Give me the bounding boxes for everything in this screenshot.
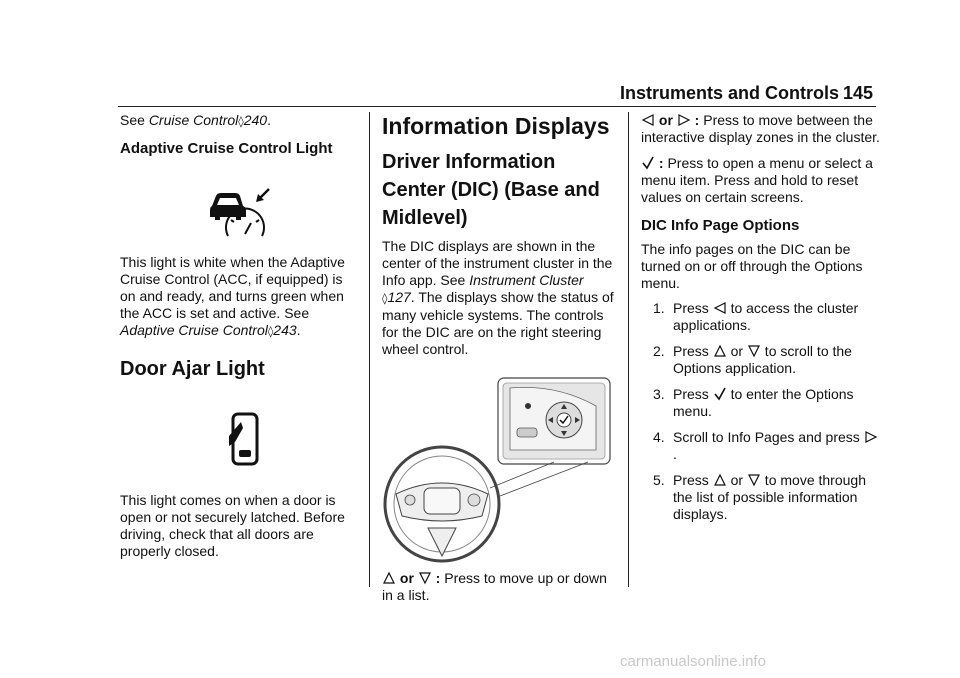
column-divider-right [628,112,629,587]
options-steps [641,300,881,523]
page-number: 145 [843,83,874,103]
column-divider-left [369,112,370,587]
list-item: 1. Press to access the cluster applications. [653,300,859,333]
door-ajar-figure [120,382,358,492]
watermark: carmanualsonline.info [620,653,766,670]
column-2: Information Displays Driver Information Center (DIC) (Base and Midlevel) The DIC displays are shown in the center of the instrument cluster in the Info app. See Instrument Cluster ◊127. The displays show the status of many vehicle systems. The controls for the DIC are on the right steering wheel control. or : Press to move up or down in a list. [382,113,614,603]
checkmark-icon [713,387,727,401]
cruise-control-page-ref[interactable]: 240 [243,112,268,128]
column-3: or : Press to move between the interactive display zones in the cluster. : Press to open a menu or select a menu item. Press and hold to reset values on certain screens. DIC Info Page Options The info pages on the DIC can be turned on or off through the Options menu. 1. Press to access the cluster applications. 2. Press or to scroll to the Options application. 3. Press to enter the Options menu. 4. Scroll to Info Pages and press . 5. Press or to move through the list of possible information displays. [641,112,880,522]
left-arrow-icon [641,113,655,127]
up-arrow-icon [713,344,727,358]
down-arrow-icon [747,344,761,358]
acc-page-ref[interactable]: 243 [273,322,297,338]
steering-wheel-controls-illustration [382,376,614,564]
list-item: 4. Scroll to Info Pages and press . [641,429,881,463]
options-intro: The info pages on the DIC can be turned on or off through the Options menu. [641,241,863,291]
dic-heading: Driver Information Center (DIC) (Base and Midlevel) [382,151,600,229]
column-1: See Cruise Control◊240. Adaptive Cruise Control Light This light is white when the Adaptive Cruise Control (ACC, if equipped) is on and ready, and turns green when the ACC is set and active. See Adaptive Cruise Control◊243. Door Ajar Light This light comes on when a door is open or not securely latched. Before driving, check that all doors are properly closed. [120,112,358,560]
right-arrow-icon [677,113,691,127]
steering-wheel-figure [382,376,614,564]
list-item: 3. Press to enter the Options menu. [653,386,854,419]
section-title: Instruments and Controls [620,83,840,103]
dic-info-page-options-heading: DIC Info Page Options [641,217,800,234]
right-arrow-icon [864,430,878,444]
down-arrow-icon [747,473,761,487]
door-ajar-icon [227,412,263,466]
down-arrow-icon [418,571,432,585]
list-item: 5. Press or to move through the list of possible information displays. [653,472,866,522]
door-ajar-heading: Door Ajar Light [120,358,265,380]
list-item: 2. Press or to scroll to the Options application. [653,343,852,376]
information-displays-heading: Information Displays [382,113,610,139]
acc-link[interactable]: Adaptive Cruise Control [120,322,268,338]
acc-light-figure [120,158,358,254]
door-ajar-description: This light comes on when a door is open or not securely latched. Before driving, check that all doors are properly closed. [120,492,345,559]
up-arrow-icon [382,571,396,585]
instrument-cluster-page-ref[interactable]: 127 [387,289,411,305]
left-arrow-icon [713,301,727,315]
adaptive-cruise-control-icon [206,186,274,238]
instrument-cluster-link[interactable]: Instrument Cluster [469,272,584,288]
cruise-control-link[interactable]: Cruise Control [148,112,239,128]
acc-light-heading: Adaptive Cruise Control Light [120,140,333,157]
header-divider [118,106,876,107]
up-arrow-icon [713,473,727,487]
checkmark-icon [641,156,655,170]
